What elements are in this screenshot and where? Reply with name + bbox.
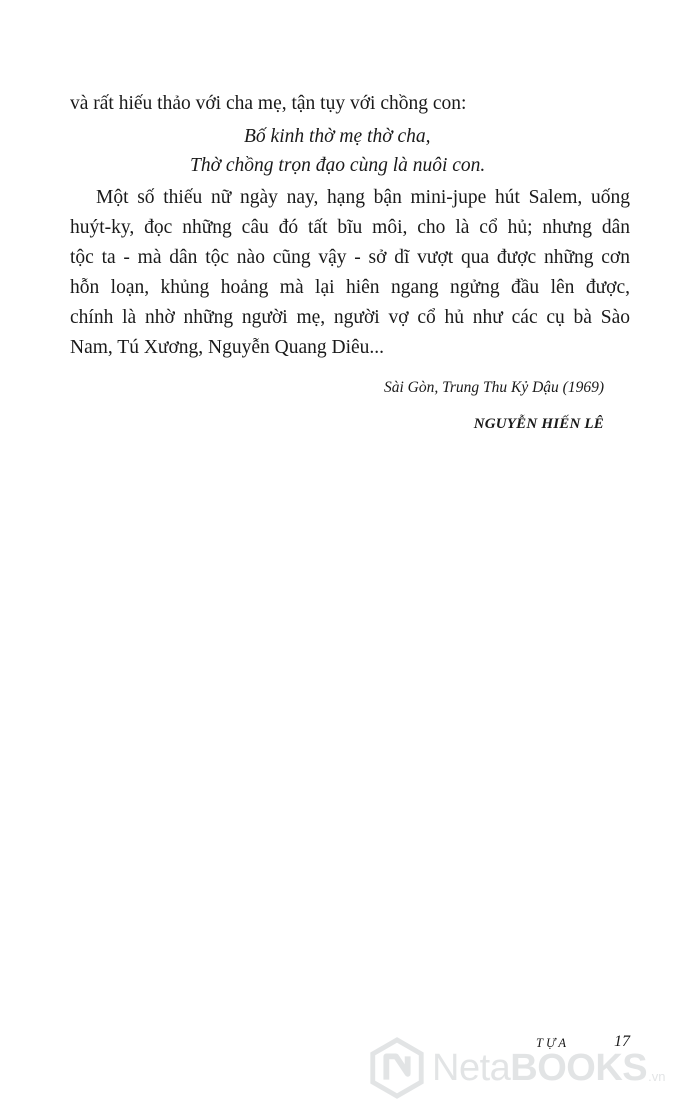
paragraph-line-4: hỗn loạn, khủng hoảng mà lại hiên ngang ngửng đầu lên được,: [70, 277, 630, 298]
paragraph-line-6: Nam, Tú Xương, Nguyễn Quang Diêu...: [70, 337, 385, 358]
paragraph-line-3: tộc ta - mà dân tộc nào cũng vậy - sở dĩ vượt qua được những cơn: [70, 247, 630, 268]
verse-line-2: Thờ chồng trọn đạo cùng là nuôi con.: [190, 155, 486, 176]
page-number: 17: [614, 1033, 630, 1050]
paragraph-line-5: chính là nhờ những người mẹ, người vợ cổ hủ như các cụ bà Sào: [70, 307, 630, 328]
netabooks-logo-icon: [366, 1037, 428, 1099]
watermark: [366, 1036, 688, 1100]
dateline: Sài Gòn, Trung Thu Kỷ Dậu (1969): [383, 379, 604, 396]
paragraph-line-1: Một số thiếu nữ ngày nay, hạng bận mini-jupe hút Salem, uống: [96, 187, 630, 208]
verse-line-1: Bố kinh thờ mẹ thờ cha,: [244, 126, 431, 147]
watermark-brand-bold: BOOKS: [510, 1047, 648, 1089]
watermark-domain: .vn: [648, 1069, 666, 1084]
running-footer-section: TỰA: [536, 1036, 570, 1050]
author-name: NGUYỄN HIẾN LÊ: [473, 416, 604, 432]
watermark-brand-light: Neta: [432, 1047, 511, 1089]
paragraph-line-2: huýt-ky, đọc những câu đó tất bĩu môi, cho là cổ hủ; nhưng dân: [70, 217, 630, 238]
watermark-brand: [432, 1036, 647, 1100]
body-line-1: và rất hiếu thảo với cha mẹ, tận tụy với chồng con:: [70, 93, 467, 114]
